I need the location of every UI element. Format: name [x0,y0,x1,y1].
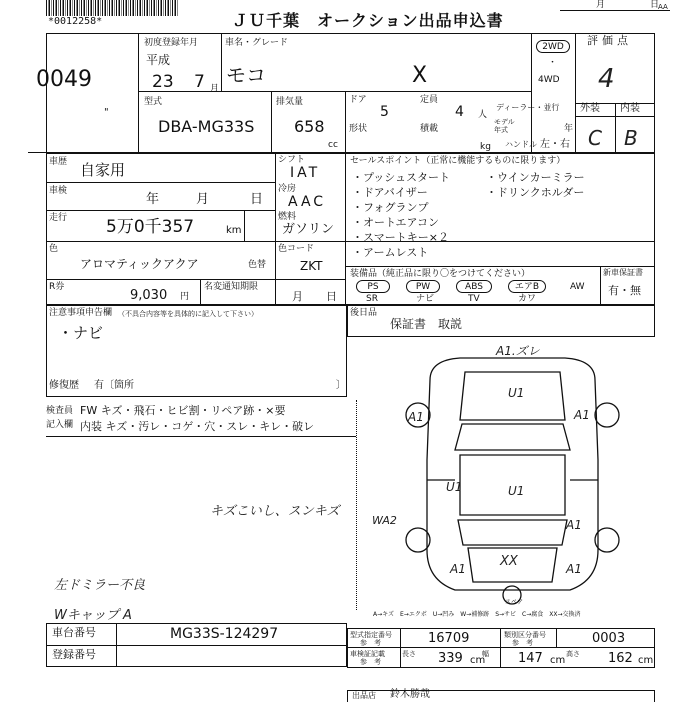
shift-label: シフト [278,155,306,165]
divider [46,210,275,211]
ac-value: AAC [288,194,327,210]
windshield [455,424,570,450]
equip-pw: PW [406,280,440,293]
divider [271,91,272,153]
color-code-label: 色コード [278,244,315,254]
divider [345,266,655,267]
length-label: 長さ [402,650,416,658]
car-name: モコ [226,63,266,87]
rating-exterior-label: 外装 [580,103,600,114]
inspection-fields-row2: 内装 キズ・汚レ・コゲ・穴・スレ・キレ・破レ [80,420,315,433]
shift-value: IAT [290,165,321,181]
equip-ps: PS [356,280,390,293]
selling-point: ・スマートキー×２ [352,231,449,244]
handwritten-wiper-cap: Wキャップ A [54,608,132,623]
load-unit: kg [480,142,491,152]
chassis-value: MG33S-124297 [170,626,279,642]
form-title: ＪＵ千葉 オークション出品申込書 [232,11,504,30]
accessories-label: 後日品 [350,308,378,318]
divider [46,645,347,646]
handwritten-scratches: キズこいし、スンキズ [210,504,340,519]
selling-point: ・ウインカーミラー [486,171,585,184]
mileage-value: 5万0千357 [106,217,195,237]
height-value: 162 [608,651,633,666]
model-value: DBA-MG33S [158,117,255,136]
notes-value: ・ナビ [58,324,104,342]
capacity-label: 定員 [420,95,439,105]
height-unit: cm [638,655,654,666]
width-value: 147 [518,651,543,666]
divider [556,628,557,647]
type-designation-value: 16709 [428,631,470,646]
selling-point: ・アームレスト [352,246,429,259]
inspection-day: 日 [250,192,264,207]
model-label: 型式 [144,97,163,107]
divider [46,436,356,437]
barcode [46,0,178,16]
first-registration-era: 平成 [146,53,171,67]
diagram-mark: A1 [566,562,582,576]
recycle-label: R券 [49,282,65,292]
capacity-unit: 人 [478,110,488,120]
type-designation-sub: 参 考 [360,639,381,647]
car-grade: X [412,63,428,88]
title-transfer-day: 日 [326,290,337,303]
new-car-warranty-value: 有・無 [608,284,641,297]
repair-close: 〕 [336,380,346,391]
repair-label: 修復歴 [49,380,79,391]
accessories-value: 保証書 取説 [390,317,463,331]
diagram-mark: U1 [446,480,463,494]
model-year-unit: 年 [564,124,574,134]
lot-number-box [28,33,139,153]
diagram-mark: U1 [508,386,525,400]
date-month: 月 [596,0,606,10]
lot-mark: " [104,107,109,118]
seller-value: 鈴木勝哉 [390,689,430,700]
width-label: 幅 [482,650,489,658]
repair-value: 有〔箇所 [94,380,134,391]
inspection-fields-row1: FW キズ・飛石・ヒビ割・リペア跡・×要 [80,404,286,417]
date-underline [560,10,670,11]
class-number-label: 類別区分番号 [504,631,546,639]
length-unit: cm [470,655,486,666]
dealer-label: ディーラー・並行 [496,103,560,112]
handle-options: 左・右 [540,139,570,150]
divider [275,153,276,305]
date-suffix: AA [658,3,668,11]
equip-abs: ABS [456,280,492,293]
dimensions-label: 車検証記載 [350,650,385,658]
dimensions-sub: 参 考 [360,658,381,666]
capacity-value: 4 [455,104,464,120]
handwritten-wa: WA2 [372,514,397,527]
width-unit: cm [550,655,566,666]
selling-points-left [352,170,450,260]
equip-leather: カワ [518,294,537,304]
recycle-value: 9,030 [130,288,168,303]
damage-legend: A→キズ E→エクボ U→凹み W→補修跡 S→サビ C→腐食 XX→交換済 [373,611,581,618]
selling-point: ・フォグランプ [352,201,429,214]
rear-window [458,520,567,545]
divider [46,182,275,183]
history-value: 自家用 [80,161,126,179]
equip-aw: AW [570,282,585,292]
inspection-fields-label2: 記入欄 [46,420,74,430]
rating-label: 評価点 [587,34,632,47]
doors-value: 5 [380,104,389,120]
notes-hint: （不具合内容等を具体的に記入して下さい） [118,310,258,318]
registration-label: 登録番号 [52,648,96,661]
fuel-label: 燃料 [278,212,297,222]
class-number-value: 0003 [592,631,626,646]
selling-point: ・ドアバイザー [352,186,428,199]
divider [500,628,501,668]
title-transfer-month: 月 [292,290,303,303]
diagram-mark: XX [500,554,518,569]
height-label: 高さ [566,650,580,658]
handwritten-mirror: 左ドミラー不良 [54,578,146,593]
spare-label: スペア [505,599,524,606]
mileage-unit: km [226,225,242,236]
chassis-label: 車台番号 [52,626,96,639]
seller-label: 出品店 [352,691,376,700]
mileage-label: 走行 [49,213,68,223]
selling-point: ・ドリンクホルダー [486,186,585,199]
recycle-unit: 円 [180,292,190,302]
notes-label: 注意事項申告欄 [49,308,113,318]
ac-label: 冷房 [278,184,297,194]
inspection-month: 月 [196,192,210,207]
rating-interior: B [624,126,638,150]
divider [615,103,616,153]
title-transfer-label: 名変通知期限 [204,282,259,292]
color-value: アロマティックアクア [80,257,199,271]
divider [46,279,345,280]
equip-airbag: エアB [508,280,546,293]
handle-label: ハンドル [505,140,537,149]
divider [356,400,357,610]
displacement-unit: cc [328,140,338,150]
equip-tv: TV [468,294,480,304]
new-car-warranty-label: 新車保証書 [603,268,643,277]
first-registration-year: 23 [152,72,174,92]
diagram-mark: A1 [574,408,590,422]
color-label: 色 [49,244,59,254]
selling-point: ・オートエアコン [352,216,440,229]
divider [46,241,655,242]
diagram-mark: A1 [450,562,466,576]
class-number-sub: 参 考 [512,639,533,647]
rating-score: 4 [598,64,615,94]
type-designation-label: 型式指定番号 [350,631,392,639]
divider [345,153,346,305]
doors-label: ドア [349,95,367,105]
divider [600,266,601,305]
barcode-number: *0012258* [48,16,103,27]
rating-exterior: C [588,126,602,150]
divider [531,33,532,153]
color-change-label: 色替 [248,260,267,270]
displacement-value: 658 [294,117,325,136]
fuel-value: ガソリン [282,222,335,237]
drive-2wd: 2WD [536,40,570,53]
selling-points-right [486,170,585,200]
date-day: 日 [650,0,660,10]
first-registration-month-unit: 月 [210,84,220,94]
drive-dot: ・ [548,58,558,68]
inspection-year: 年 [146,192,160,207]
diagram-mark: U1 [508,484,525,498]
wheel-front-right [595,403,619,427]
first-registration-month: 7 [194,72,205,92]
equip-navi: ナビ [416,294,435,304]
model-year-label: モデル年式 [494,118,515,134]
equipment-label: 装備品（純正品に限り〇をつけてください） [350,269,531,279]
diagram-mark: A1 [408,410,424,424]
equip-sr: SR [366,294,378,304]
lot-number: 0049 [36,67,92,92]
inspection-label: 車検 [49,186,68,196]
divider [575,33,576,153]
length-value: 339 [438,651,463,666]
divider [116,623,117,667]
history-label: 車歴 [49,157,68,167]
body-shape-label: 形状 [349,124,368,134]
color-code: ZKT [300,259,323,273]
selling-point: ・プッシュスタート [352,171,451,184]
drive-4wd: 4WD [538,75,560,85]
divider [244,210,245,241]
divider [200,279,201,305]
first-registration-label: 初度登録年月 [144,38,199,48]
rating-interior-label: 内装 [620,103,640,114]
divider [347,647,655,648]
inspection-fields-label1: 検査員 [46,406,74,416]
diagram-mark: A1.ズレ [496,344,540,358]
displacement-label: 排気量 [276,97,304,107]
car-name-label: 車名・グレード [225,38,289,48]
divider [221,33,222,91]
selling-points-label: セールスポイント（正常に機能するものに限ります） [350,156,566,166]
divider [400,628,401,668]
car-damage-diagram [400,340,625,610]
load-label: 積載 [420,124,439,134]
diagram-mark: A1 [566,518,582,532]
divider [345,91,346,153]
